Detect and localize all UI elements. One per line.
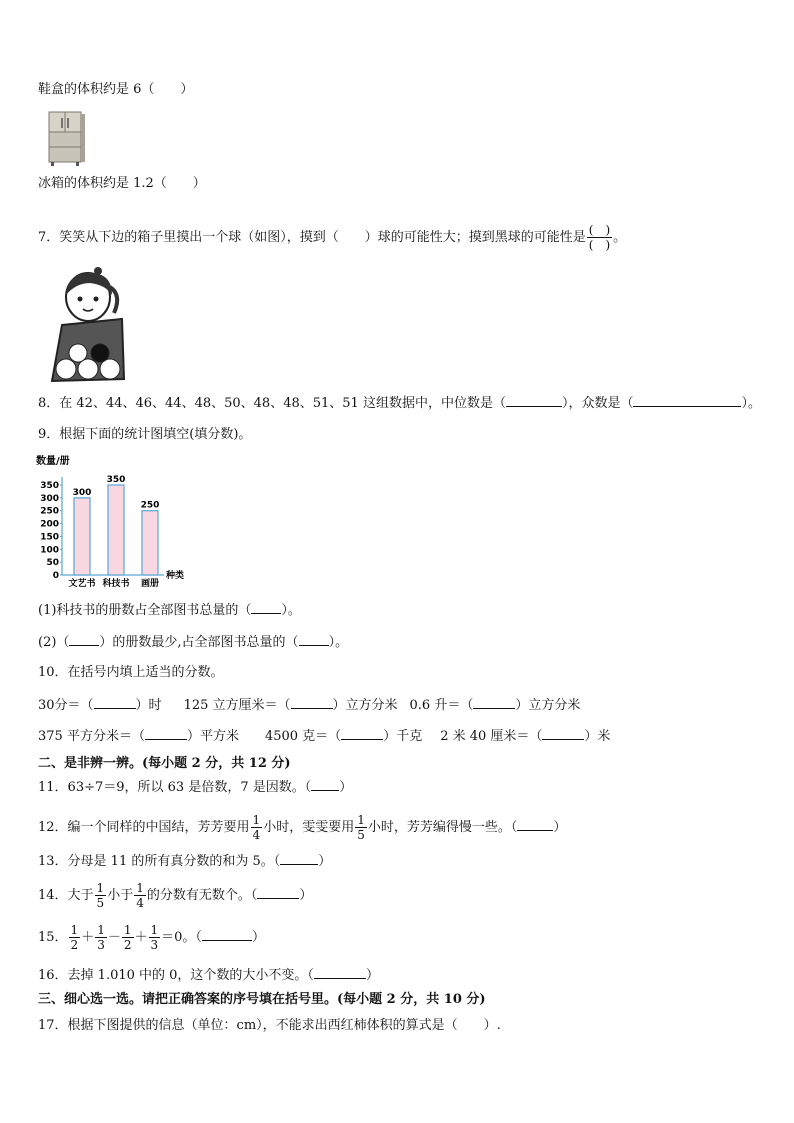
x-tick-label: 科技书 — [102, 579, 130, 588]
question-11: 11．63÷7＝9，所以 63 是倍数，7 是因数。（ ） — [38, 780, 353, 795]
data-label: 250 — [140, 500, 160, 511]
y-axis-label: 数量/册 — [36, 456, 70, 467]
q9-1-blank[interactable] — [251, 601, 281, 614]
q10-blank-2[interactable] — [291, 696, 333, 709]
section-3-heading: 三、细心选一选。请把正确答案的序号填在括号里。(每小题 2 分，共 10 分) — [38, 992, 486, 1007]
q11-blank[interactable] — [311, 778, 339, 791]
question-10-row-1: 30分＝（ ）时 125 立方厘米＝（ ）立方分米 0.6 升＝（ ）立方分米 — [38, 698, 581, 713]
q10-blank-4[interactable] — [145, 727, 187, 740]
bar-文艺书 — [74, 498, 90, 575]
q9-2-blank-b[interactable] — [299, 633, 329, 646]
section-2-heading: 二、是非辨一辨。(每小题 2 分，共 12 分) — [38, 756, 291, 771]
q9-2-blank-a[interactable] — [69, 633, 99, 646]
y-tick-label: 200 — [40, 519, 59, 530]
question-17: 17．根据下图提供的信息（单位：cm），不能求出西红柿体积的算式是（ ）. — [38, 1018, 501, 1033]
x-tick-label: 画册 — [140, 579, 160, 588]
y-tick-label: 0 — [52, 571, 59, 581]
bar-科技书 — [108, 485, 124, 575]
y-tick-label: 250 — [40, 506, 59, 517]
q10-blank-3[interactable] — [473, 696, 515, 709]
shoebox-line: 鞋盒的体积约是 6（ ） — [38, 82, 194, 97]
q10-blank-5[interactable] — [341, 727, 383, 740]
y-tick-label: 350 — [40, 481, 59, 491]
data-label: 300 — [72, 487, 92, 498]
q13-blank[interactable] — [280, 852, 318, 865]
fridge-line: 冰箱的体积约是 1.2（ ） — [38, 176, 206, 191]
q7-text: 7．笑笑从下边的箱子里摸出一个球（如图），摸到（ ）球的可能性大；摸到黑球的可能性是 — [38, 230, 586, 245]
x-axis-label: 种类 — [166, 571, 185, 581]
q12-blank[interactable] — [517, 818, 553, 831]
q10-blank-6[interactable] — [542, 727, 584, 740]
q7-fraction-blank[interactable]: $\frac{( )}{( )}$ — [588, 223, 611, 252]
question-9-1: (1)科技书的册数占全部图书总量的（ ）。 — [38, 603, 301, 618]
question-14: 14．大于 $\frac{1}{5}$ 小于 $\frac{1}{4}$ 的分数有无数个。（ ） — [38, 881, 313, 910]
y-tick-label: 100 — [40, 545, 59, 556]
median-blank[interactable] — [506, 394, 562, 407]
x-tick-label: 文艺书 — [68, 579, 96, 588]
q14-blank[interactable] — [257, 886, 299, 899]
girl-with-box-image — [48, 265, 132, 389]
question-13: 13．分母是 11 的所有真分数的和为 5。（ ） — [38, 854, 332, 869]
bar-画册 — [142, 511, 158, 575]
data-label: 350 — [106, 475, 126, 485]
question-12: 12．编一个同样的中国结，芳芳要用 $\frac{1}{4}$ 小时，雯雯要用 $\frac{1}{5}$ 小时，芳芳编得慢一些。（ ） — [38, 813, 567, 842]
q10-blank-1[interactable] — [94, 696, 136, 709]
question-8: 8．在 42、44、46、44、48、50、48、48、51、51 这组数据中，中位数是（ ），众数是（ ）。 — [38, 396, 761, 411]
question-7: 7．笑笑从下边的箱子里摸出一个球（如图），摸到（ ）球的可能性大；摸到黑球的可能性是 $\frac{( )}{( )}$ 。 — [38, 223, 627, 252]
bar-chart — [34, 452, 204, 592]
question-10-row-2: 375 平方分米＝（ ）平方米 4500 克＝（ ）千克 2 米 40 厘米＝（ ）米 — [38, 729, 611, 744]
fridge-image — [46, 110, 86, 172]
y-tick-label: 150 — [40, 532, 59, 543]
question-9-2: (2)（ ）的册数最少,占全部图书总量的（ ）。 — [38, 635, 349, 650]
question-15: 15． $\frac{1}{2}$ ＋ $\frac{1}{3}$ － $\frac{1}{2}$ ＋ $\frac{1}{3}$ ＝0。（ ） — [38, 923, 265, 952]
y-tick-label: 50 — [46, 558, 59, 569]
q15-blank[interactable] — [202, 928, 252, 941]
question-16: 16．去掉 1.010 中的 0，这个数的大小不变。（ ） — [38, 968, 379, 983]
y-tick-label: 300 — [40, 493, 59, 504]
question-10: 10．在括号内填上适当的分数。 — [38, 665, 224, 680]
question-9: 9．根据下面的统计图填空(填分数)。 — [38, 427, 252, 442]
q16-blank[interactable] — [314, 966, 366, 979]
mode-blank[interactable] — [633, 394, 741, 407]
